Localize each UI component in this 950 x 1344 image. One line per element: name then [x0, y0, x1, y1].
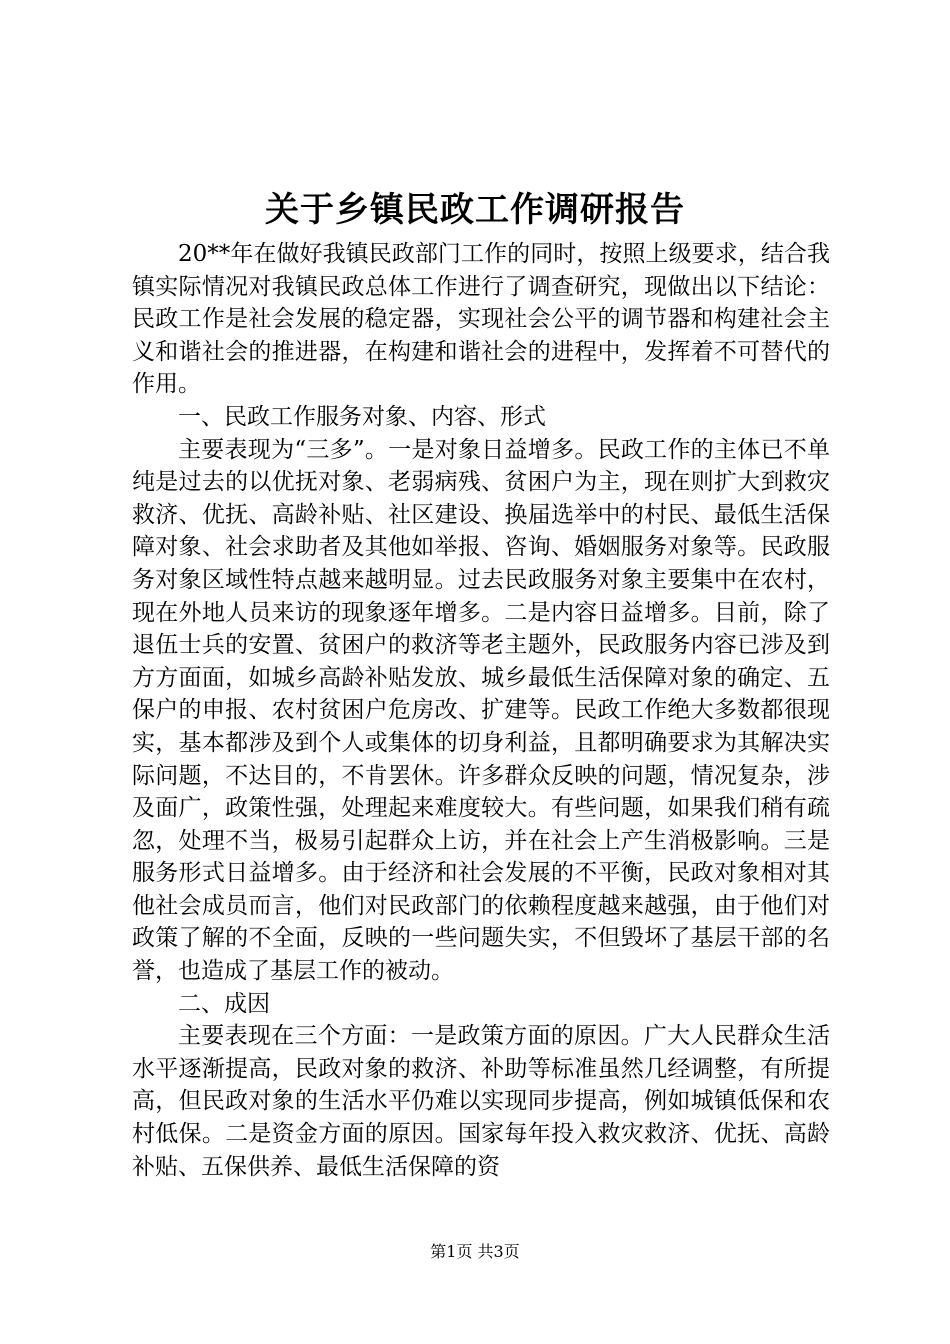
section-heading-1: 一、民政工作服务对象、内容、形式 [178, 403, 546, 430]
document-body [132, 238, 830, 1183]
page-footer: 第1页 共3页 [430, 1242, 520, 1261]
section-heading-2: 二、成因 [178, 990, 270, 1017]
document-title: 关于乡镇民政工作调研报告 [265, 190, 685, 230]
paragraph-section-2: 主要表现在三个方面：一是政策方面的原因。广大人民群众生活水平逐渐提高，民政对象的救济、补助等标准虽然几经调整，有所提高，但民政对象的生活水平仍难以实现同步提高，例如城镇低保和农村低保。二是资金方面的原因。国家每年投入救灾救济、优抚、高龄补贴、五保供养、最低生活保障的资 [132, 1023, 830, 1180]
paragraph-section-1: 主要表现为“三多”。一是对象日益增多。民政工作的主体已不单纯是过去的以优抚对象、老弱病残、贫困户为主，现在则扩大到救灾救济、优抚、高龄补贴、社区建设、换届选举中的村民、最低生活保障对象、社会求助者及其他如举报、咨询、婚姻服务对象等。民政服务对象区域性特点越来越明显。过去民政服务对象主要集中在农村，现在外地人员来访的现象逐年增多。二是内容日益增多。目前，除了退伍士兵的安置、贫困户的救济等老主题外，民政服务内容已涉及到方方面面，如城乡高龄补贴发放、城乡最低生活保障对象的确定、五保户的申报、农村贫困户危房改、扩建等。民政工作绝大多数都很现实，基本都涉及到个人或集体的切身利益，且都明确要求为其解决实际问题，不达目的，不肯罢休。许多群众反映的问题，情况复杂，涉及面广，政策性强，处理起来难度较大。有些问题，如果我们稍有疏忽，处理不当，极易引起群众上访，并在社会上产生消极影响。三是服务形式日益增多。由于经济和社会发展的不平衡，民政对象相对其他社会成员而言，他们对民政部门的依赖程度越来越强，由于他们对政策了解的不全面，反映的一些问题失实，不但毁坏了基层干部的名誉，也造成了基层工作的被动。 [132, 436, 830, 985]
paragraph-intro: 20**年在做好我镇民政部门工作的同时，按照上级要求，结合我镇实际情况对我镇民政总体工作进行了调查研究，现做出以下结论：民政工作是社会发展的稳定器，实现社会公平的调节器和构建社会主义和谐社会的推进器，在构建和谐社会的进程中，发挥着不可替代的作用。 [132, 241, 830, 398]
